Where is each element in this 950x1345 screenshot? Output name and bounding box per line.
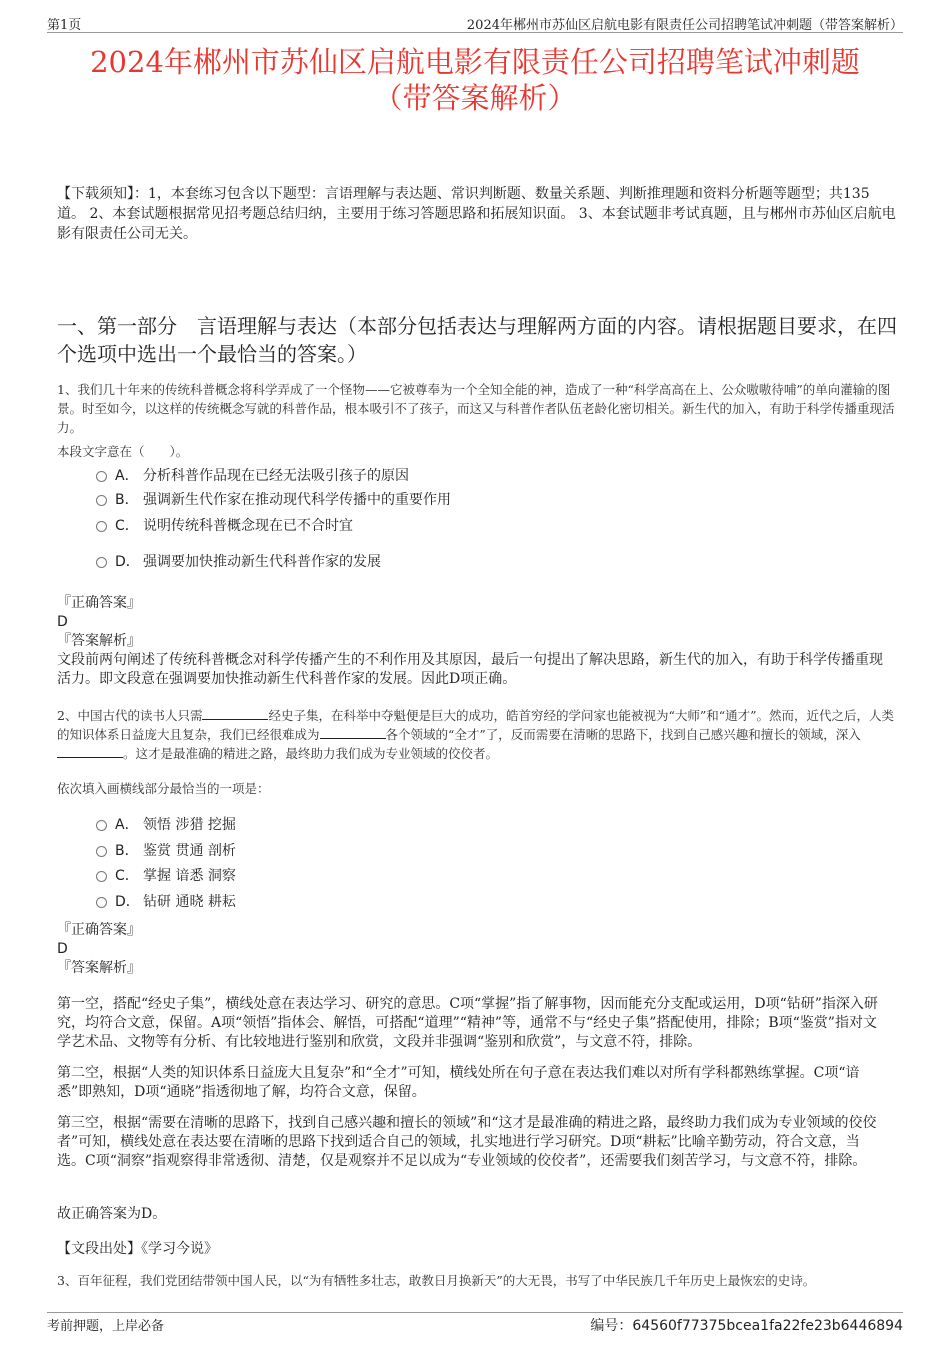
title-line-1: 2024年郴州市苏仙区启航电影有限责任公司招聘笔试冲刺题 xyxy=(90,45,860,79)
q3-stem: 3、百年征程，我们党团结带领中国人民，以“为有牺牲多壮志，敢教日月换新天”的大无畏，书写了中华民族几千年历史上最恢宏的史诗。 xyxy=(57,1273,816,1288)
download-notice: 【下载须知】：1，本套练习包含以下题型：言语理解与表达题、常识判断题、数量关系题、判断推理题和资料分析题等题型；共135道。 2、本套试题根据常见招考题总结归纳，主要用于练习答题思路和拓展知识面。 3、本套试题非考试真题，且与郴州市苏仙区启航电影有限责任公司无关。 xyxy=(57,186,896,242)
q2-option-a[interactable]: A． 领悟 涉猎 挖掘 xyxy=(96,815,236,835)
q1-option-a[interactable]: A． 分析科普作品现在已经无法吸引孩子的原因 xyxy=(96,466,409,486)
footer-id: 编号：64560f77375bcea1fa22fe23b6446894 xyxy=(590,1318,903,1334)
q2-source: 【文段出处】《学习今说》 xyxy=(57,1241,218,1257)
radio-icon[interactable] xyxy=(96,471,107,482)
page-number: 第1页 xyxy=(47,18,82,33)
q2-analysis-p1: 第一空，搭配“经史子集”，横线处意在表达学习、研究的意思。C项“掌握”指了解事物，因而能充分支配或运用，D项“钻研”指深入研究，均符合文意，保留。A项“领悟”指体会、解悟，可搭配“道理”“精神”等，通常不与“经史子集”搭配使用，排除；B项“鉴赏”指对文学艺术品、文物等有分析、有比较地进行鉴别和欣赏，文段并非强调“鉴别和欣赏”，与文意不符，排除。 xyxy=(57,996,878,1050)
header-doc-title: 2024年郴州市苏仙区启航电影有限责任公司招聘笔试冲刺题（带答案解析） xyxy=(466,18,903,33)
q1-option-c[interactable]: C． 说明传统科普概念现在已不合时宜 xyxy=(96,516,353,536)
radio-icon[interactable] xyxy=(96,495,107,506)
q1-prompt: 本段文字意在（ ）。 xyxy=(57,444,189,459)
section-heading: 一、第一部分 言语理解与表达（本部分包括表达与理解两方面的内容。请根据题目要求，在四个选项中选出一个最恰当的答案。） xyxy=(57,314,897,366)
q1-stem: 1、我们几十年来的传统科普概念将科学弄成了一个怪物——它被尊奉为一个全知全能的神，造成了一种“科学高高在上、公众嗷嗷待哺”的单向灌输的图景。时至如今，以这样的传统概念写就的科普作品，根本吸引不了孩子，而这又与科普作者队伍老龄化密切相关。新生代的加入，有助于科学传播重现活力。 xyxy=(57,382,895,435)
q2-analysis-p4: 故正确答案为D。 xyxy=(57,1206,167,1222)
radio-icon[interactable] xyxy=(96,897,107,908)
radio-icon[interactable] xyxy=(96,871,107,882)
q2-analysis-p2: 第二空，根据“人类的知识体系日益庞大且复杂”和“全才”可知，横线处所在句子意在表达我们难以对所有学科都熟练掌握。C项“谙悉”即熟知，D项“通晓”指透彻地了解，均符合文意，保留。 xyxy=(57,1065,860,1100)
blank-2 xyxy=(320,726,386,739)
q2-analysis-p3: 第三空，根据“需要在清晰的思路下，找到自己感兴趣和擅长的领域”和“这才是最准确的精进之路，最终助力我们成为专业领域的佼佼者”可知，横线处意在表达要在清晰的思路下找到适合自己的领域，扎实地进行学习研究。D项“耕耘”比喻辛勤劳动，符合文意，当选。C项“洞察”指观察得非常透彻、清楚，仅是观察并不足以成为“专业领域的佼佼者”，还需要我们刻苦学习，与文意不符，排除。 xyxy=(57,1115,877,1169)
footer-slogan: 考前押题，上岸必备 xyxy=(47,1319,165,1334)
radio-icon[interactable] xyxy=(96,557,107,568)
radio-icon[interactable] xyxy=(96,820,107,831)
q1-option-b[interactable]: B． 强调新生代作家在推动现代科学传播中的重要作用 xyxy=(96,490,451,510)
page-footer xyxy=(47,1312,903,1334)
blank-3 xyxy=(57,745,123,758)
q2-option-b[interactable]: B． 鉴赏 贯通 剖析 xyxy=(96,841,236,861)
q1-answer-block xyxy=(57,594,887,689)
title-line-2: （带答案解析） xyxy=(373,81,577,115)
q2-answer-block xyxy=(57,921,887,978)
q2-option-c[interactable]: C． 掌握 谙悉 洞察 xyxy=(96,866,236,886)
q2-analysis-label: 『答案解析』 xyxy=(57,960,141,976)
q1-answer: D xyxy=(57,614,68,630)
radio-icon[interactable] xyxy=(96,846,107,857)
q2-answer: D xyxy=(57,941,68,957)
q1-analysis: 文段前两句阐述了传统科普概念对科学传播产生的不利作用及其原因，最后一句提出了解决思路，新生代的加入，有助于科学传播重现活力。即文段意在强调要加快推动新生代科普作家的发展。因此D项正确。 xyxy=(57,652,883,687)
document-title xyxy=(40,44,910,116)
q2-stem: 2、中国古代的读书人只需 经史子集，在科举中夺魁便是巨大的成功，皓首穷经的学问家也能被视为“大师”和“通才”。然而，近代之后，人类的知识体系日益庞大且复杂，我们已经很难成为 各个领域的“全才”了，反而需要在清晰的思路下，找到自己感兴趣和擅长的领域，深入。这才是最准确的精进之路，最终助力我们成为专业领域的佼佼者。 xyxy=(57,708,895,761)
q2-option-d[interactable]: D． 钻研 通晓 耕耘 xyxy=(96,892,236,912)
radio-icon[interactable] xyxy=(96,521,107,532)
q2-prompt: 依次填入画横线部分最恰当的一项是： xyxy=(57,781,270,796)
blank-1 xyxy=(202,707,268,720)
q2-answer-label: 『正确答案』 xyxy=(57,922,141,938)
q1-option-d[interactable]: D． 强调要加快推动新生代科普作家的发展 xyxy=(96,552,381,572)
q1-answer-label: 『正确答案』 xyxy=(57,595,141,611)
page-header xyxy=(47,12,903,33)
q1-analysis-label: 『答案解析』 xyxy=(57,633,141,649)
